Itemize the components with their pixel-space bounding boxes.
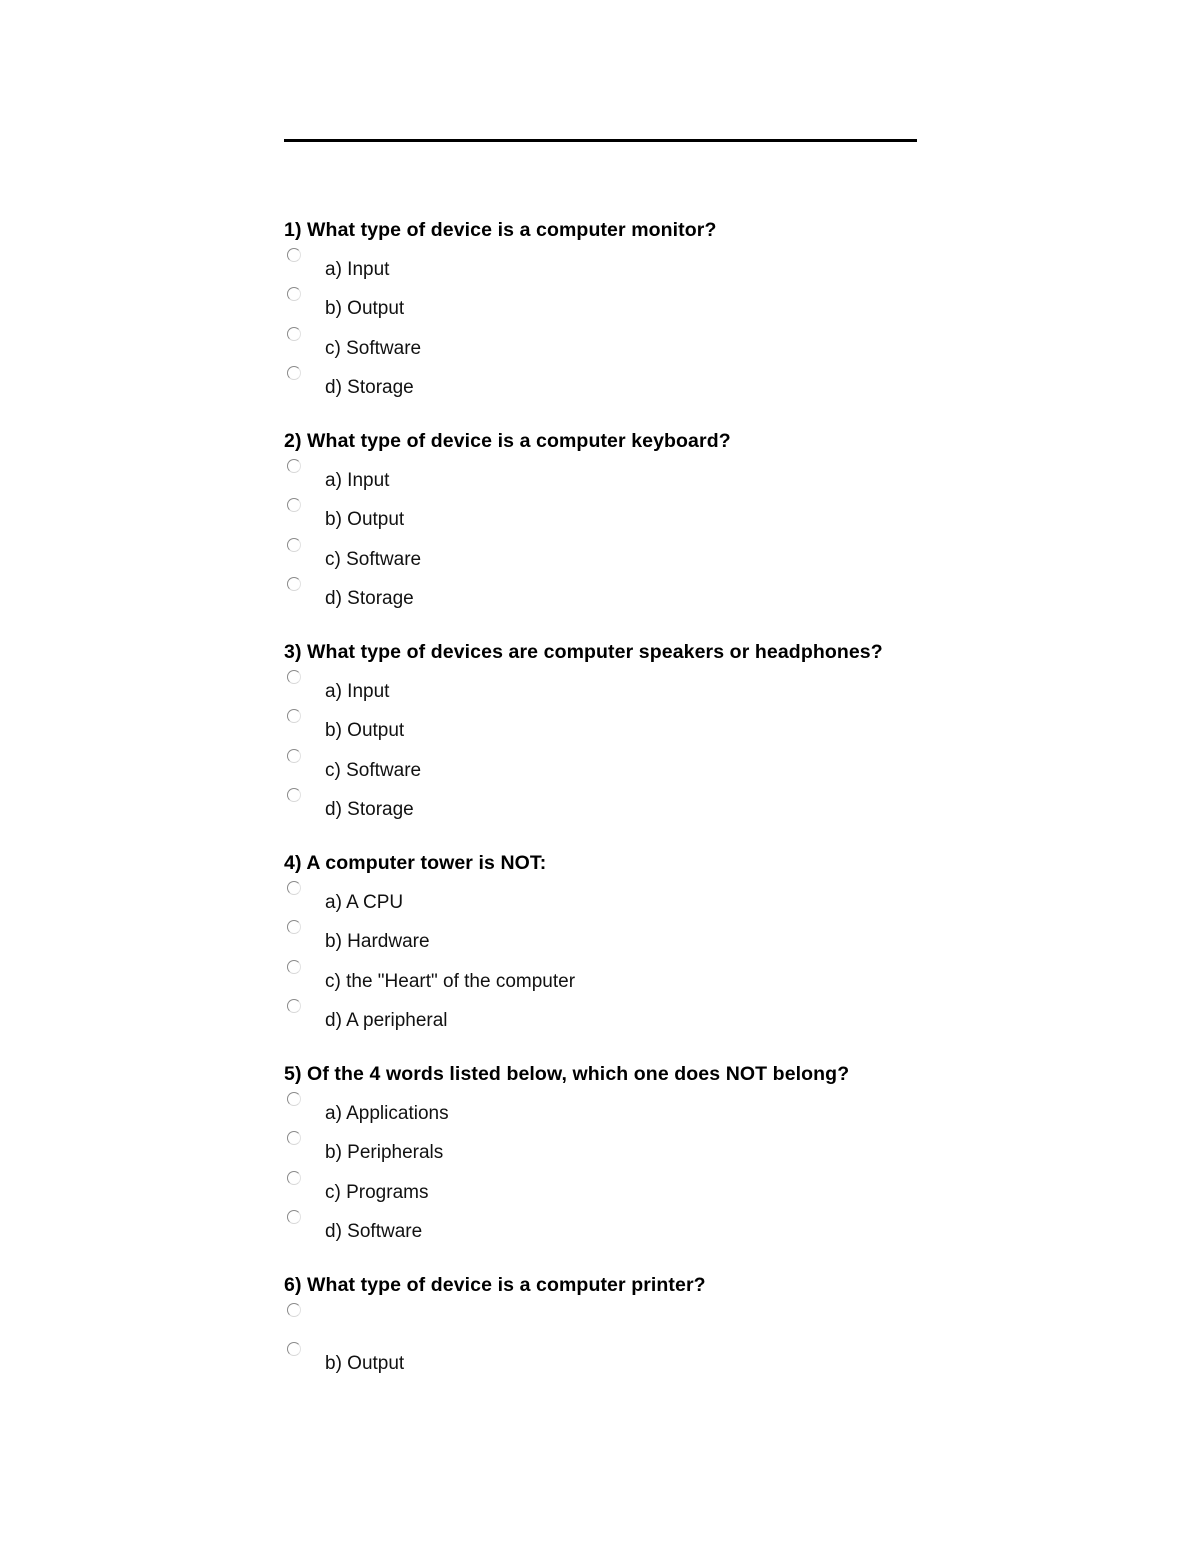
radio-button[interactable] <box>287 960 301 974</box>
option-c[interactable] <box>284 749 924 789</box>
option-label: a) Applications <box>325 1103 449 1124</box>
question-title: 2) What type of device is a computer keyboard? <box>284 430 731 452</box>
option-label: c) Software <box>325 549 422 570</box>
option-label: d) Storage <box>325 799 414 820</box>
option-c[interactable] <box>284 538 924 578</box>
radio-button[interactable] <box>287 248 301 262</box>
radio-button[interactable] <box>287 1171 301 1185</box>
radio-button[interactable] <box>287 498 301 512</box>
option-d[interactable] <box>284 999 924 1039</box>
option-label: d) Software <box>325 1221 423 1242</box>
question-6 <box>284 1273 924 1484</box>
radio-button[interactable] <box>287 709 301 723</box>
question-2 <box>284 429 924 640</box>
option-label: a) A CPU <box>325 892 404 913</box>
option-c[interactable] <box>284 1171 924 1211</box>
option-label: b) Output <box>325 509 405 530</box>
option-b[interactable] <box>284 1131 924 1171</box>
option-label: a) Input <box>325 259 390 280</box>
question-5 <box>284 1062 924 1273</box>
radio-button[interactable] <box>287 920 301 934</box>
radio-button[interactable] <box>287 1131 301 1145</box>
radio-button[interactable] <box>287 1342 301 1356</box>
question-4 <box>284 851 924 1062</box>
option-label: d) A peripheral <box>325 1010 448 1031</box>
option-c[interactable] <box>284 960 924 1000</box>
option-a[interactable] <box>284 881 924 921</box>
option-a[interactable] <box>284 670 924 710</box>
option-label: b) Output <box>325 720 405 741</box>
radio-button[interactable] <box>287 999 301 1013</box>
question-title: 4) A computer tower is NOT: <box>284 852 547 874</box>
radio-button[interactable] <box>287 577 301 591</box>
option-b[interactable] <box>284 287 924 327</box>
radio-button[interactable] <box>287 366 301 380</box>
option-label: c) Software <box>325 760 422 781</box>
radio-button[interactable] <box>287 459 301 473</box>
option-b[interactable] <box>284 498 924 538</box>
question-title: 1) What type of device is a computer monitor? <box>284 219 717 241</box>
option-label: b) Hardware <box>325 931 430 952</box>
radio-button[interactable] <box>287 287 301 301</box>
option-b[interactable] <box>284 1342 924 1382</box>
option-d[interactable] <box>284 366 924 406</box>
option-b[interactable] <box>284 709 924 749</box>
radio-button[interactable] <box>287 788 301 802</box>
question-title: 6) What type of device is a computer printer? <box>284 1274 706 1296</box>
question-3 <box>284 640 924 851</box>
option-label: c) Programs <box>325 1182 429 1203</box>
option-d[interactable] <box>284 1210 924 1250</box>
radio-button[interactable] <box>287 1210 301 1224</box>
radio-button[interactable] <box>287 1303 301 1317</box>
top-rule <box>284 139 917 142</box>
option-d[interactable] <box>284 788 924 828</box>
option-label: c) Software <box>325 338 422 359</box>
option-b[interactable] <box>284 920 924 960</box>
quiz-page <box>284 0 924 1553</box>
question-title: 5) Of the 4 words listed below, which one does NOT belong? <box>284 1063 850 1085</box>
option-a[interactable] <box>284 1092 924 1132</box>
radio-button[interactable] <box>287 1092 301 1106</box>
option-d[interactable] <box>284 577 924 617</box>
option-label: d) Storage <box>325 588 414 609</box>
option-label: d) Storage <box>325 377 414 398</box>
question-1 <box>284 218 924 429</box>
question-title: 3) What type of devices are computer speakers or headphones? <box>284 641 883 663</box>
option-c[interactable] <box>284 327 924 367</box>
option-label: b) Output <box>325 1353 405 1374</box>
radio-button[interactable] <box>287 327 301 341</box>
option-label: a) Input <box>325 470 390 491</box>
option-label: a) Input <box>325 681 390 702</box>
radio-button[interactable] <box>287 881 301 895</box>
option-label: b) Output <box>325 298 405 319</box>
question-list <box>284 218 924 1484</box>
option-label: c) the "Heart" of the computer <box>325 971 576 992</box>
option-a[interactable] <box>284 1303 924 1343</box>
radio-button[interactable] <box>287 538 301 552</box>
option-a[interactable] <box>284 248 924 288</box>
option-label: b) Peripherals <box>325 1142 444 1163</box>
radio-button[interactable] <box>287 749 301 763</box>
radio-button[interactable] <box>287 670 301 684</box>
option-a[interactable] <box>284 459 924 499</box>
